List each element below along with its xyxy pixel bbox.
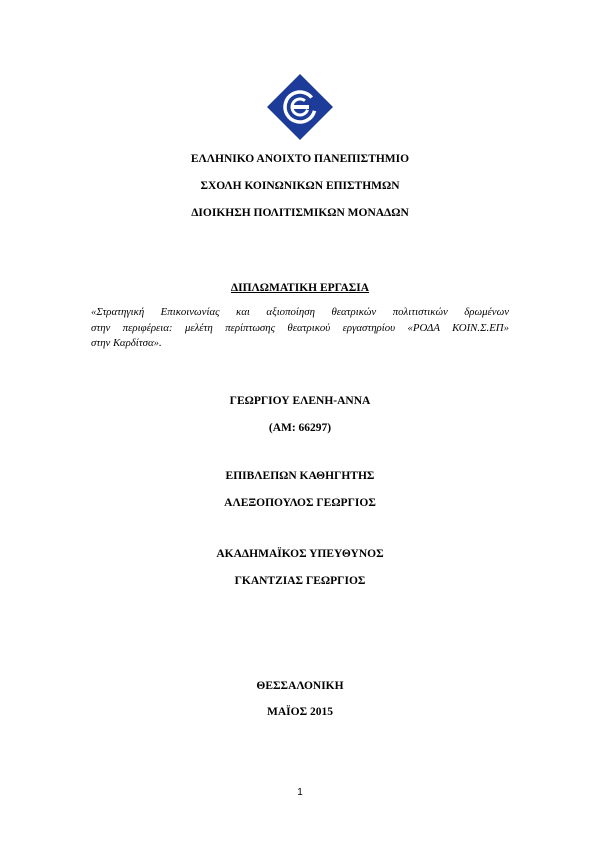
- academic-responsible-name: ΓΚΑΝΤΖΙΑΣ ΓΕΩΡΓΙΟΣ: [234, 575, 366, 587]
- school-name: ΣΧΟΛΗ ΚΟΙΝΩΝΙΚΩΝ ΕΠΙΣΤΗΜΩΝ: [200, 180, 400, 192]
- logo-bar: [293, 105, 309, 109]
- thesis-title: [91, 305, 509, 352]
- date: ΜΑΪΟΣ 2015: [267, 706, 333, 718]
- university-logo: [267, 74, 333, 140]
- student-id: (ΑΜ: 66297): [268, 422, 332, 434]
- academic-responsible-label: ΑΚΑΔΗΜΑΪΚΟΣ ΥΠΕΥΘΥΝΟΣ: [216, 548, 384, 560]
- thesis-title-line-3: στην Καρδίτσα».: [91, 337, 162, 349]
- page-number: 1: [297, 787, 303, 798]
- program-name: ΔΙΟΙΚΗΣΗ ΠΟΛΙΤΙΣΜΙΚΩΝ ΜΟΝΑΔΩΝ: [191, 207, 409, 219]
- thesis-title-line-1: «Στρατηγική Επικοινωνίας και αξιοποίηση θεατρικών πολιτιστικών δρωμένων: [91, 306, 509, 318]
- thesis-type: ΔΙΠΛΩΜΑΤΙΚΗ ΕΡΓΑΣΙΑ: [230, 282, 370, 294]
- author-name: ΓΕΩΡΓΙΟΥ ΕΛΕΝΗ-ΑΝΝΑ: [229, 395, 371, 407]
- university-name: ΕΛΛΗΝΙΚΟ ΑΝΟΙΧΤΟ ΠΑΝΕΠΙΣΤΗΜΙΟ: [190, 153, 410, 165]
- city: ΘΕΣΣΑΛΟΝΙΚΗ: [256, 680, 344, 692]
- thesis-title-line-2: στην περιφέρεια: μελέτη περίπτωσης θεατρικού εργαστηρίου «ΡΟΔΑ ΚΟΙΝ.Σ.ΕΠ»: [91, 321, 509, 334]
- supervisor-label: ΕΠΙΒΛΕΠΩΝ ΚΑΘΗΓΗΤΗΣ: [225, 470, 375, 482]
- supervisor-name: ΑΛΕΞΟΠΟΥΛΟΣ ΓΕΩΡΓΙΟΣ: [224, 497, 376, 509]
